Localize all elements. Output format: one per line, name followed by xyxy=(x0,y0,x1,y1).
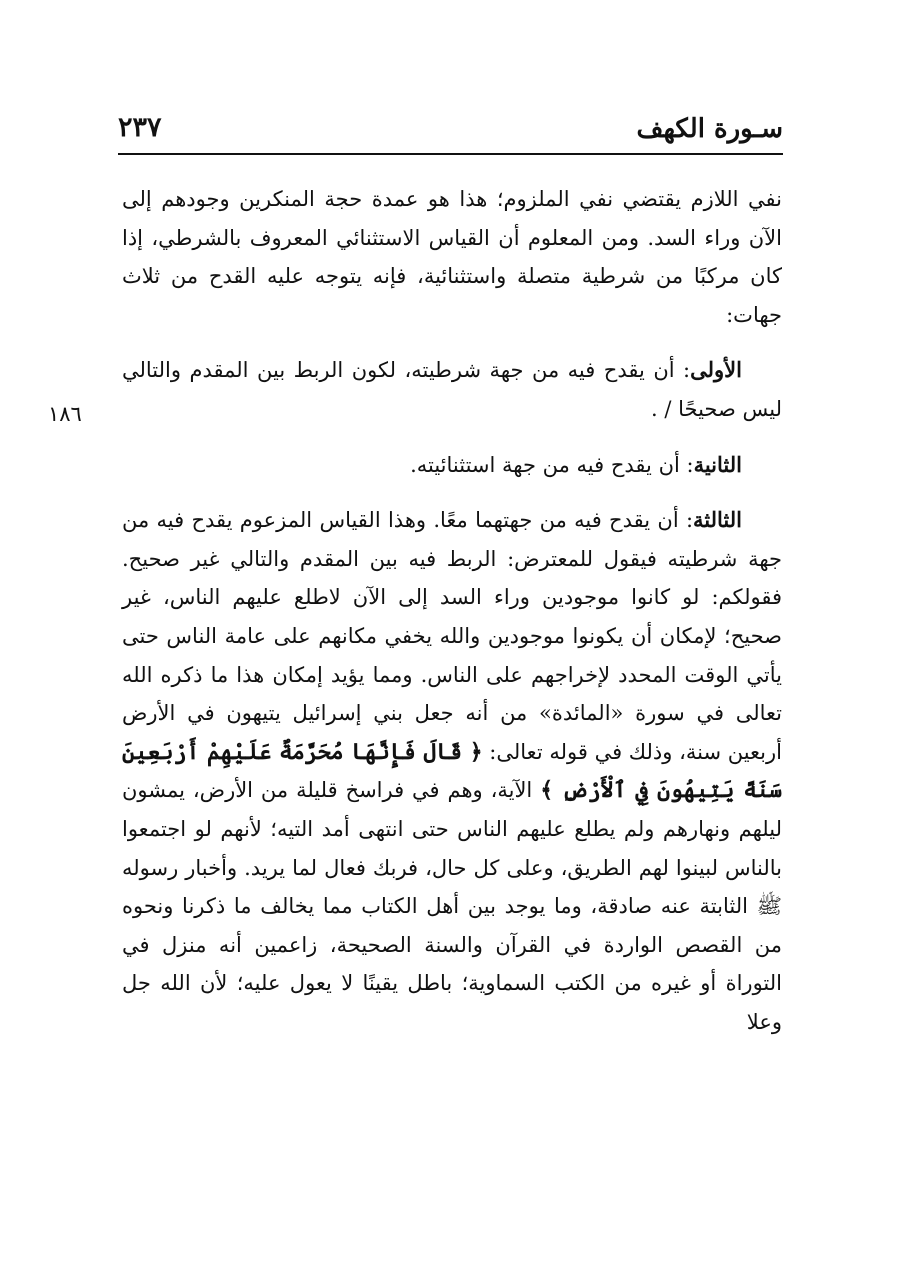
body-text xyxy=(122,180,782,1041)
margin-page-reference: ١٨٦ xyxy=(48,402,82,426)
second-aspect-text: : أن يقدح فيه من جهة استثنائيته. xyxy=(410,452,694,477)
paragraph-third-aspect xyxy=(122,501,782,1041)
page-header xyxy=(118,108,783,150)
first-aspect-label: الأولى xyxy=(690,357,742,383)
surah-title: سـورة الكهف xyxy=(636,114,783,144)
third-aspect-label: الثالثة xyxy=(693,507,742,533)
paragraph-second-aspect xyxy=(122,446,782,485)
second-aspect-label: الثانية xyxy=(693,451,742,477)
first-aspect-text: : أن يقدح فيه من جهة شرطيته، لكون الربط بين المقدم والتالي ليس صحيحًا / . xyxy=(122,358,782,421)
paragraph-first-aspect xyxy=(122,351,782,428)
third-aspect-text: : أن يقدح فيه من جهتهما معًا. وهذا القياس المزعوم يقدح فيه من جهة شرطيته فيقول للمعترض: الربط فيه بين المقدم والتالي غير صحيح. فقولكم: لو كانوا موجودين وراء السد إلى الآن لاطلع عليهم الناس، غير صحيح؛ لإمكان أن يكونوا موجودين والله يخفي مكانهم على عامة الناس حتى يأتي الوقت المحدد لإخراجهم على الناس. ومما يؤيد إمكان هذا ما ذكره الله تعالى في سورة «المائدة» من أنه جعل بني إسرائيل يتيهون في الأرض أربعين سنة، وذلك في قوله تعالى: xyxy=(122,508,783,764)
third-aspect-continuation: الآية، وهم في فراسخ قليلة من الأرض، يمشون ليلهم ونهارهم ولم يطلع عليهم الناس حتى انتهى أمد التيه؛ لأنهم لو اجتمعوا بالناس لبينوا لهم الطريق، وعلى كل حال، فربك فعال لما يريد. وأخبار رسوله ﷺ الثابتة عنه صادقة، وما يوجد بين أهل الكتاب مما يخالف ما ذكرنا ونحوه من القصص الواردة في القرآن والسنة الصحيحة، زاعمين أنه منزل في التوراة أو غيره من الكتب السماوية؛ باطل يقينًا لا يعول عليه؛ لأن الله جل وعلا xyxy=(122,778,782,1034)
header-rule xyxy=(118,153,783,155)
quran-verse: ﴿ قَالَ فَإِنَّهَا مُحَرَّمَةٌ عَلَيْهِمْ أَرْبَعِينَ سَنَةً يَتِيهُونَ فِي ٱلْأَرْضِ ﴾ xyxy=(122,738,783,804)
paragraph-intro: نفي اللازم يقتضي نفي الملزوم؛ هذا هو عمدة حجة المنكرين وجودهم إلى الآن وراء السد. ومن المعلوم أن القياس الاستثنائي المعروف بالشرطي، إذا كان مركبًا من شرطية متصلة واستثنائية، فإنه يتوجه عليه القدح من ثلاث جهات: xyxy=(122,187,782,327)
page-number: ٢٣٧ xyxy=(118,112,162,143)
